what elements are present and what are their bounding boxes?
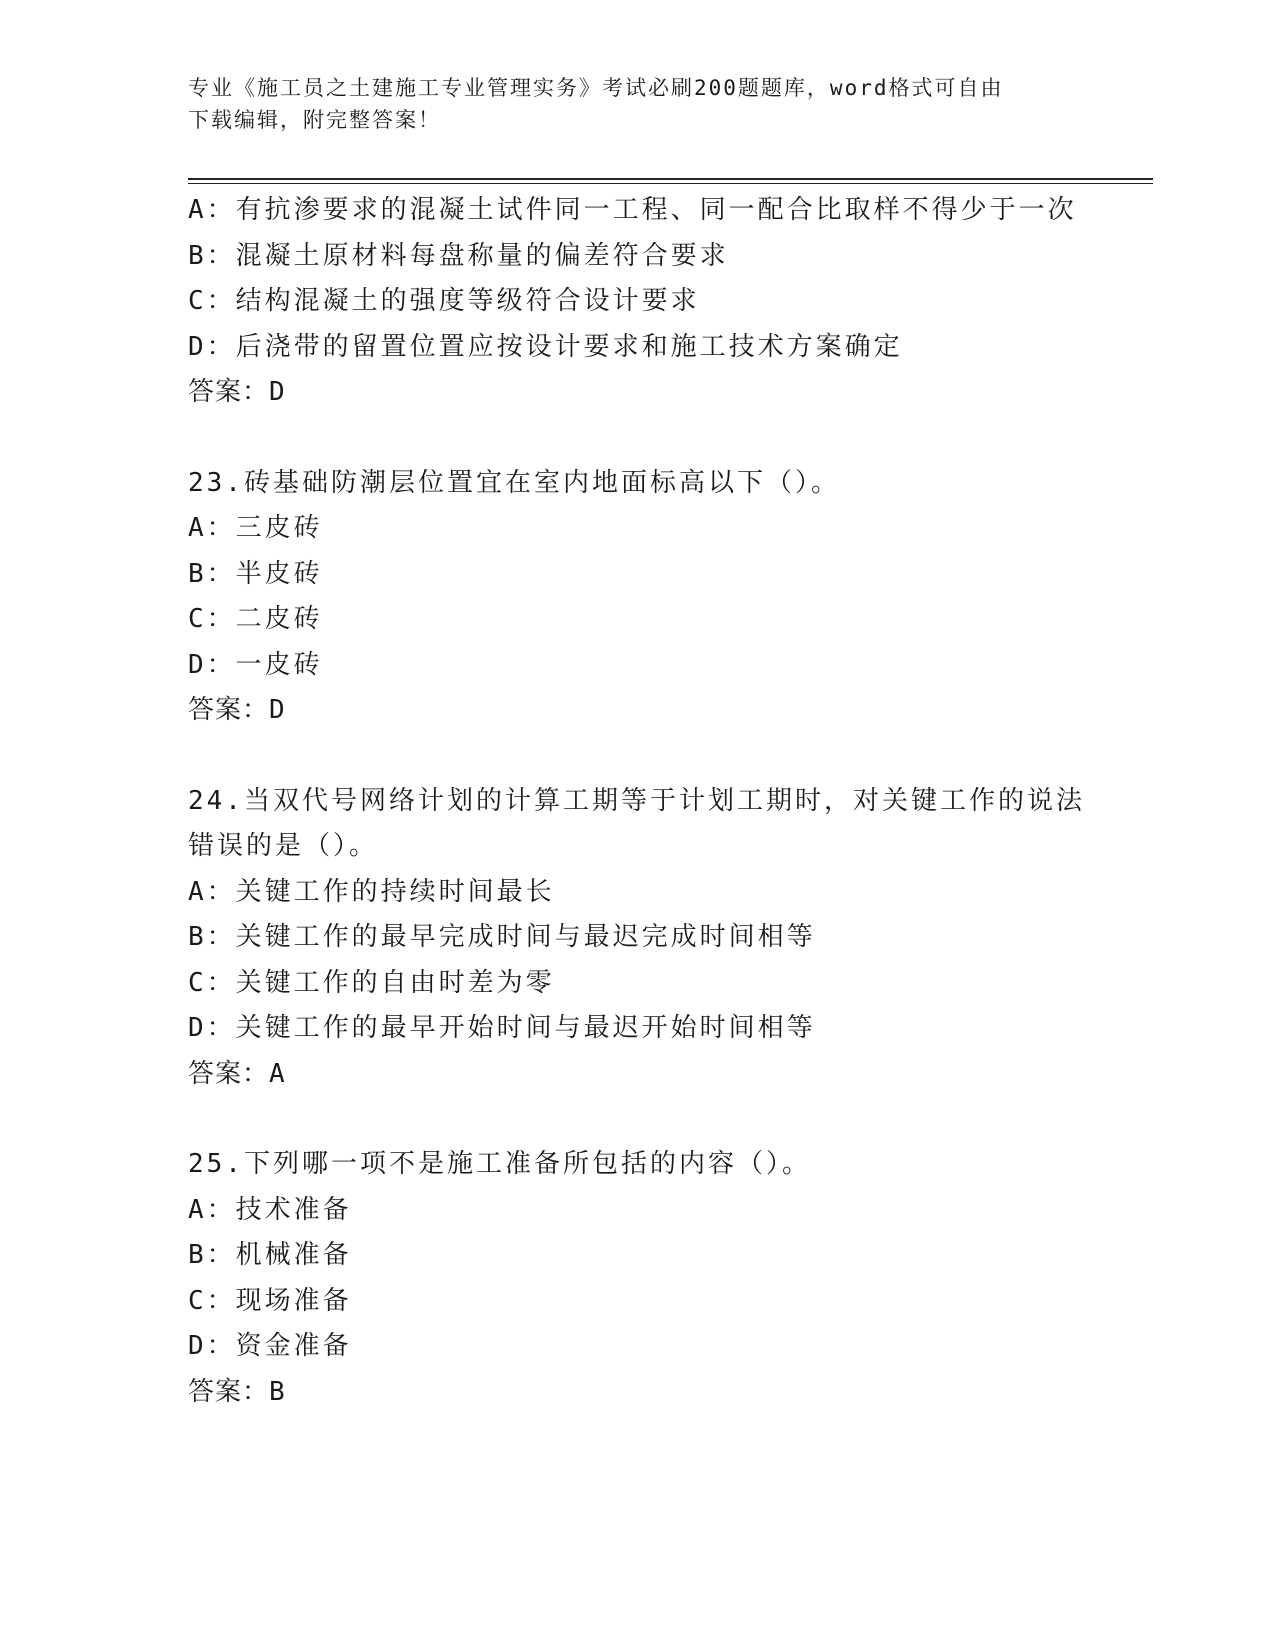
answer-line: 答案：A xyxy=(188,1058,286,1089)
header-divider-thick xyxy=(188,178,1153,180)
question-list xyxy=(188,188,1088,1415)
answer-line: 答案：D xyxy=(188,695,286,725)
document-header xyxy=(188,72,1088,136)
question-25 xyxy=(188,1142,1088,1415)
option-a: A：技术准备 xyxy=(188,1194,352,1225)
option-b: B：混凝土原材料每盘称量的偏差符合要求 xyxy=(188,240,729,271)
option-c: C：现场准备 xyxy=(188,1285,352,1316)
option-d: D：资金准备 xyxy=(188,1331,352,1361)
question-text-line-2: 错误的是（）。 xyxy=(188,831,379,861)
question-23 xyxy=(188,461,1088,734)
option-a: A：关键工作的持续时间最长 xyxy=(188,876,555,907)
option-c: C：结构混凝土的强度等级符合设计要求 xyxy=(188,286,700,316)
header-line-1: 专业《施工员之土建施工专业管理实务》考试必刷200题题库，word格式可自由 xyxy=(188,76,1004,100)
option-c: C：二皮砖 xyxy=(188,604,323,634)
option-b: B：机械准备 xyxy=(188,1240,352,1270)
question-text: 23.砖基础防潮层位置宜在室内地面标高以下（）。 xyxy=(188,467,840,498)
header-line-2: 下载编辑，附完整答案！ xyxy=(188,108,441,132)
option-d: D：后浇带的留置位置应按设计要求和施工技术方案确定 xyxy=(188,331,903,362)
option-c: C：关键工作的自由时差为零 xyxy=(188,967,555,998)
previous-question-block xyxy=(188,188,1088,416)
option-b: B：关键工作的最早完成时间与最迟完成时间相等 xyxy=(188,922,816,952)
header-divider-thin xyxy=(188,183,1153,184)
option-d: D：关键工作的最早开始时间与最迟开始时间相等 xyxy=(188,1013,816,1043)
answer-line: 答案：D xyxy=(188,377,286,407)
answer-line: 答案：B xyxy=(188,1376,286,1407)
option-b: B：半皮砖 xyxy=(188,558,323,589)
question-text: 25.下列哪一项不是施工准备所包括的内容（）。 xyxy=(188,1149,811,1179)
question-24 xyxy=(188,779,1088,1098)
option-d: D：一皮砖 xyxy=(188,649,323,680)
option-a: A：三皮砖 xyxy=(188,513,323,543)
question-text-line-1: 24.当双代号网络计划的计算工期等于计划工期时，对关键工作的说法 xyxy=(188,785,1085,816)
option-a: A：有抗渗要求的混凝土试件同一工程、同一配合比取样不得少于一次 xyxy=(188,195,1077,225)
